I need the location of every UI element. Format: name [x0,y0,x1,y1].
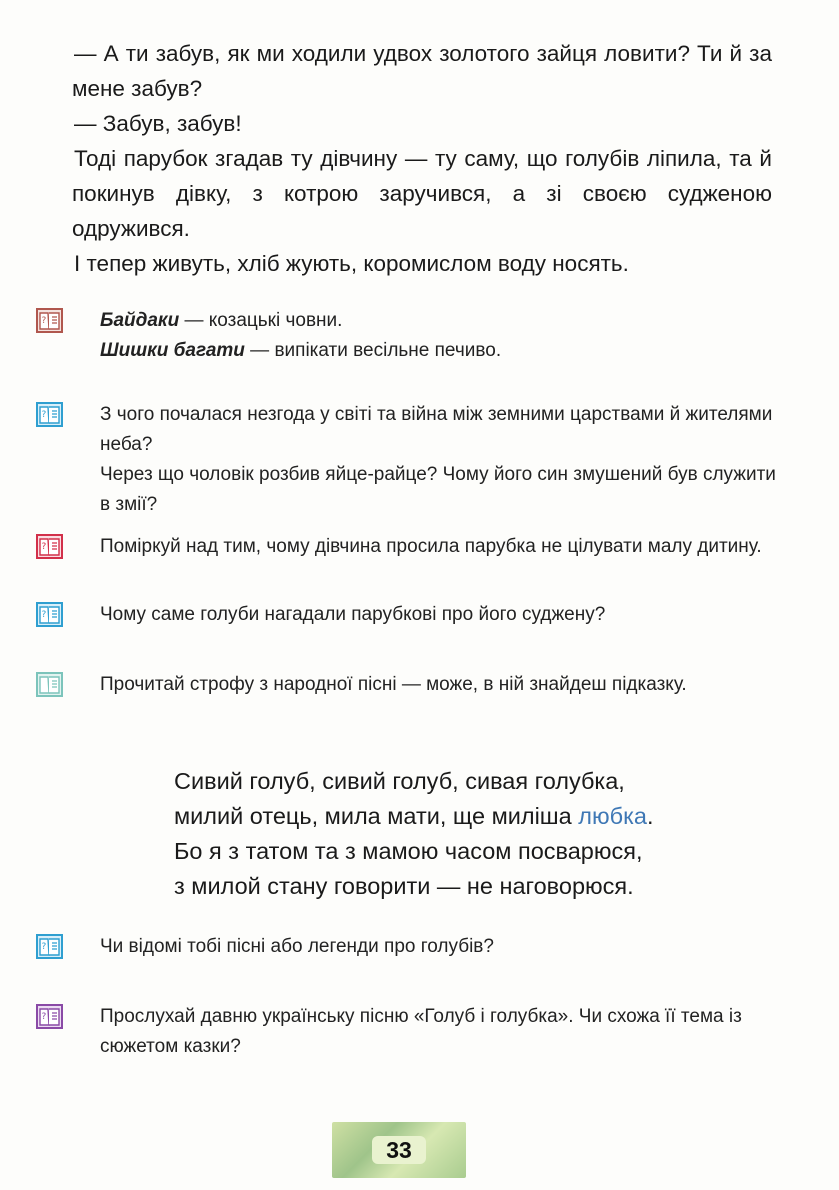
poem-line-part: милий отець, мила мати, ще миліша [174,803,579,829]
svg-text:?: ? [41,410,47,420]
svg-text:?: ? [41,1012,47,1022]
question-text: Прочитай строфу з народної пісні — може, в ній знайдеш підказку. [100,674,687,695]
folk-song-stanza [174,764,653,904]
question-text: Прослухай давню українську пісню «Голуб і голубка». Чи схожа її тема із сюжетом казки? [100,1006,742,1057]
story-paragraph: І тепер живуть, хліб жують, коромислом воду носять. [74,251,629,276]
question-block [36,932,776,962]
question-book-icon [36,402,63,427]
poem-line: Сивий голуб, сивий голуб, сивая голубка, [174,768,625,794]
glossary-definition: — випікати весільне печиво. [244,340,502,361]
question-text: Чому саме голуби нагадали парубкові про його суджену? [100,604,606,625]
question-block [36,600,776,630]
page-number-box [332,1122,466,1178]
poem-line: Бо я з татом та з мамою часом посварюся, [174,838,643,864]
question-text: Поміркуй над тим, чому дівчина просила парубка не цілувати малу дитину. [100,536,762,557]
story-paragraph: Тоді парубок згадав ту дівчину — ту саму, що голубів ліпила, та й покинув дівку, з котрою заручився, а зі своєю судженою одружився. [72,146,772,241]
dictionary-book-icon [36,308,63,333]
question-block [36,670,776,700]
svg-text:?: ? [41,316,47,326]
question-text: З чого почалася незгода у світі та війна між земними царствами й жителями неба? [100,404,773,455]
listen-book-icon [36,1004,63,1029]
svg-text:?: ? [41,942,47,952]
read-book-icon [36,672,63,697]
poem-line: з милой стану говорити — не наговорюся. [174,873,634,899]
question-block [36,400,776,520]
svg-text:?: ? [41,542,47,552]
svg-text:?: ? [41,610,47,620]
story-text [72,36,772,281]
poem-line [174,799,653,834]
glossary-term: Шишки багати [100,340,245,361]
question-book-icon [36,602,63,627]
glossary-term: Байдаки [100,310,180,331]
question-block [36,1002,776,1062]
question-text: Через що чоловік розбив яйце-райце? Чому його син змушений був служити в змії? [100,464,776,515]
question-book-icon [36,934,63,959]
story-paragraph: — Забув, забув! [74,111,242,136]
story-paragraph: — А ти забув, як ми ходили удвох золотого зайця ловити? Ти й за мене забув? [72,41,772,101]
question-block [36,532,776,562]
question-text: Чи відомі тобі пісні або легенди про голубів? [100,936,494,957]
poem-highlighted-word: любка [578,803,647,829]
glossary-definition: — козацькі човни. [179,310,343,331]
glossary-block [36,306,776,366]
poem-line-part: . [646,803,654,829]
think-book-icon [36,534,63,559]
page-number: 33 [372,1136,426,1164]
